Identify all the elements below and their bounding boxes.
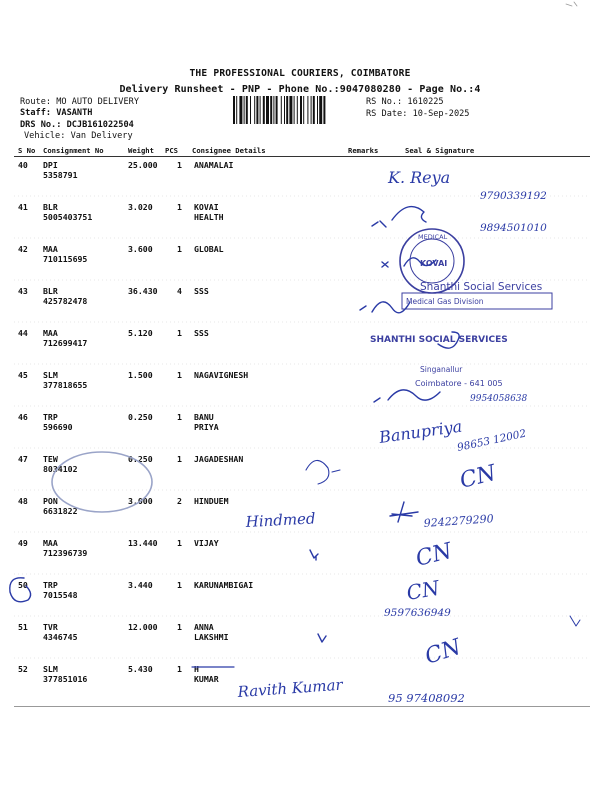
col-pcs: PCS [165,146,178,155]
round-stamp-top: MEDICAL [418,233,448,241]
route-label: Route: MO AUTO DELIVERY [20,97,139,107]
row-sno: 52 [18,664,28,674]
row-pcs: 1 [177,202,182,212]
rs-date: RS Date: 10-Sep-2025 [366,109,470,119]
row-consignee: ANNA LAKSHMI [194,622,229,642]
row-consignee: ANAMALAI [194,160,234,170]
organisation-stamp [370,281,552,388]
row-sno: 45 [18,370,28,380]
runsheet-title: Delivery Runsheet - PNP - Phone No.:9047080280 - Page No.:4 [119,84,481,95]
row-weight: 1.500 [128,370,153,380]
row-consignee: KOVAI HEALTH [194,202,224,222]
row-consignee: VIJAY [194,538,219,548]
tick-row-49 [310,550,318,560]
row-weight: 12.000 [128,622,158,632]
signature-row-40: K. Reya [388,168,451,187]
col-weight: Weight [128,146,154,155]
row-sno: 41 [18,202,28,212]
org-stamp-line4: Singanallur [420,365,463,374]
row-consignment: TEW 8034102 [43,454,78,474]
row-sno: 43 [18,286,28,296]
row-pcs: 1 [177,412,182,422]
row-sno: 40 [18,160,28,170]
row-weight: 3.600 [128,244,153,254]
row-consignment: MAA 712699417 [43,328,88,348]
tick-row-41 [372,207,426,227]
row-consignment: TRP 596690 [43,412,73,432]
name-row-48: Hindmed [245,509,316,531]
row-weight: 3.440 [128,580,153,590]
signature-row-49: CN [413,538,455,572]
row-consignment: TVR 4346745 [43,622,78,642]
signature-row-51: CN [422,634,465,670]
phone-row-45: 9954058638 [470,394,528,404]
row-sno: 49 [18,538,28,548]
row-pcs: 1 [177,370,182,380]
row-sno: 44 [18,328,28,338]
rs-number: RS No.: 1610225 [366,97,444,107]
row-consignee: HINDUEM [194,496,229,506]
phone-row-52: 95 97408092 [388,691,465,705]
col-remarks: Remarks [348,146,379,155]
row-consignee: GLOBAL [194,244,224,254]
row-weight: 5.430 [128,664,153,674]
row-consignment: BLR 425782478 [43,286,88,306]
phone-row-46: 98653 12002 [456,427,528,454]
row-pcs: 1 [177,580,182,590]
row-weight: 3.020 [128,202,153,212]
row-sno: 47 [18,454,28,464]
staff-label: Staff: VASANTH [20,108,93,118]
signature-row-47: CN [457,460,499,494]
row-consignee: JAGADESHAN [194,454,244,464]
row-consignment: SLM 377818655 [43,370,88,390]
org-stamp-line2: Medical Gas Division [406,297,484,306]
row-pcs: 1 [177,160,182,170]
row-sno: 48 [18,496,28,506]
row-pcs: 1 [177,244,182,254]
name-row-52: Ravith Kumar [237,675,344,701]
tick-row-50 [570,616,580,626]
faint-seal-row-47 [52,452,152,512]
row-consignment: MAA 710115695 [43,244,88,264]
row-pcs: 1 [177,664,182,674]
phone-row-41: 9894501010 [480,222,547,234]
row-consignment: SLM 377851016 [43,664,88,684]
circled-sno-50 [10,578,31,602]
row-consignment: PON 6631822 [43,496,78,516]
row-consignee: BANU PRIYA [194,412,219,432]
company-title: THE PROFESSIONAL COURIERS, COIMBATORE [189,68,411,79]
vehicle-label: Vehicle: Van Delivery [24,131,133,141]
row-pcs: 2 [177,496,182,506]
org-stamp-name: Shanthi Social Services [420,281,543,293]
row-pcs: 1 [177,622,182,632]
tick-row-51 [318,634,326,642]
row-consignment: BLR 5005403751 [43,202,93,222]
corner-mark [566,2,577,6]
row-weight: 3.000 [128,496,153,506]
mark-row-47 [306,460,340,484]
row-weight: 5.120 [128,328,153,338]
col-consignee: Consignee Details [192,146,266,155]
row-pcs: 1 [177,538,182,548]
row-weight: 0.250 [128,412,153,422]
row-sno: 50 [18,580,28,590]
row-separators [14,196,590,658]
signature-row-50: CN [404,575,442,605]
row-pcs: 4 [177,286,182,296]
row-weight: 0.250 [128,454,153,464]
row-consignee: SSS [194,328,209,338]
col-sno: S No [18,146,36,155]
phone-row-40: 9790339192 [480,190,547,202]
row-consignee: SSS [194,286,209,296]
row-consignee: KARUNAMBIGAI [194,580,254,590]
phone-row-50: 9597636949 [384,607,451,619]
row-weight: 13.440 [128,538,158,548]
signature-row-45 [374,390,440,402]
col-consignment: Consignment No [43,146,104,155]
row-weight: 36.430 [128,286,158,296]
row-sno: 42 [18,244,28,254]
org-stamp-line3: SHANTHI SOCIAL SERVICES [370,335,508,345]
row-pcs: 1 [177,454,182,464]
phone-row-48: 9242279290 [423,512,495,530]
row-consignee: NAGAVIGNESH [194,370,249,380]
row-consignment: TRP 7015548 [43,580,78,600]
row-consignment: MAA 712396739 [43,538,88,558]
signature-row-48 [390,502,418,522]
signature-row-46: Banupriya [377,416,464,447]
row-pcs: 1 [177,328,182,338]
org-stamp-line5: Coimbatore - 641 005 [415,379,503,388]
row-sno: 51 [18,622,28,632]
row-consignee: H KUMAR [194,664,219,684]
drs-number: DRS No.: DCJB161022504 [20,120,134,130]
round-stamp-mid: KOVAI [420,259,448,268]
row-consignment: DPI 5358791 [43,160,78,180]
row-sno: 46 [18,412,28,422]
row-weight: 25.000 [128,160,158,170]
col-seal-signature: Seal & Signature [405,146,475,155]
